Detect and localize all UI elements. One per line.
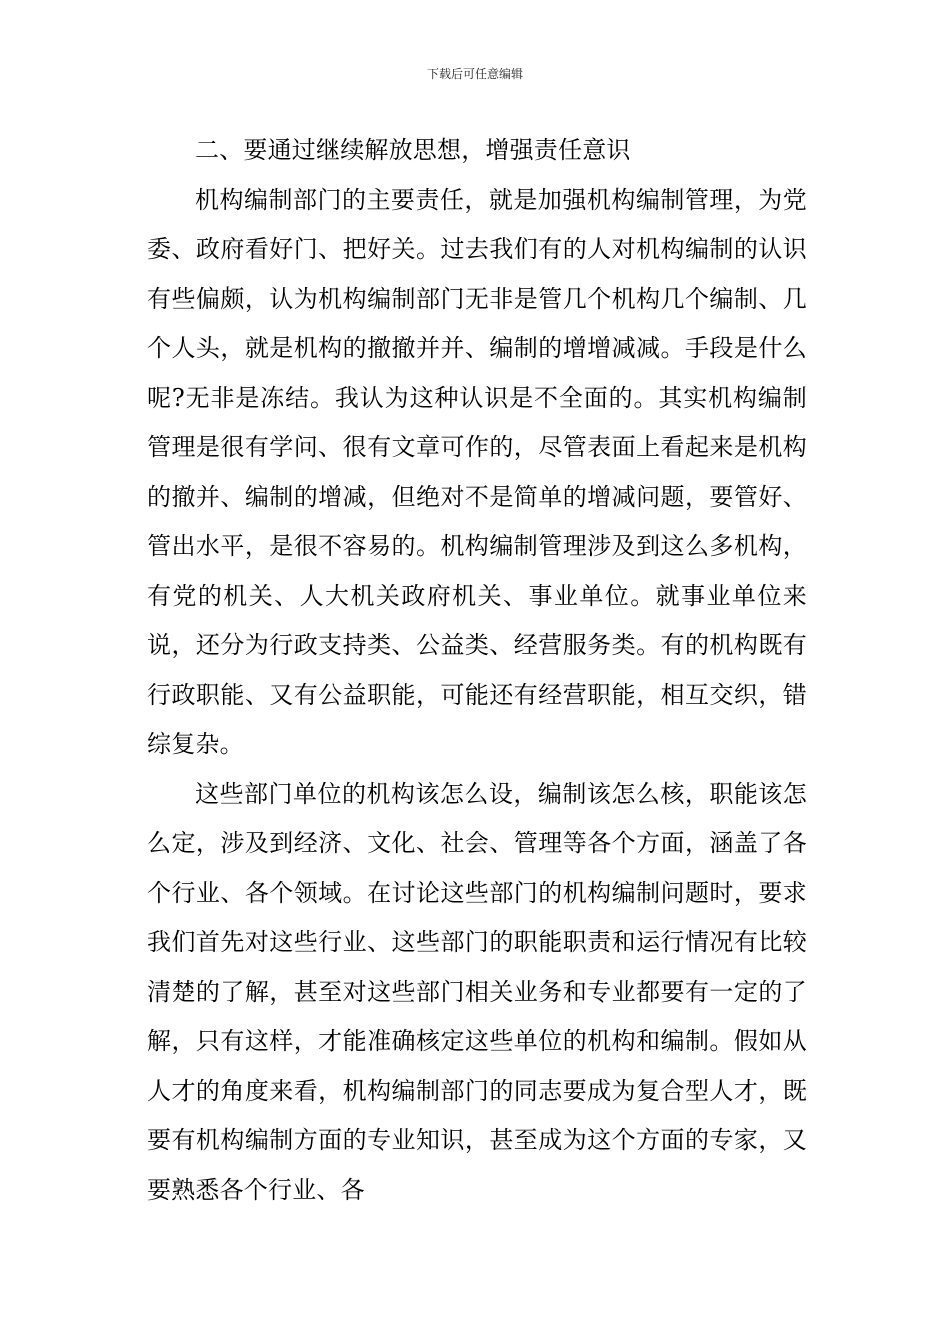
document-body — [147, 126, 807, 1215]
section-heading: 二、要通过继续解放思想，增强责任意识 — [195, 136, 631, 164]
paragraph: 机构编制部门的主要责任，就是加强机构编制管理，为党委、政府看好门、把好关。过去我们有的人对机构编制的认识有些偏颇，认为机构编制部门无非是管几个机构几个编制、几个人头，就是机构的撤撤并并、编制的增增减减。手段是什么呢?无非是冻结。我认为这种认识是不全面的。其实机构编制管理是很有学问、很有文章可作的，尽管表面上看起来是机构的撤并、编制的增减，但绝对不是简单的增减问题，要管好、管出水平，是很不容易的。机构编制管理涉及到这么多机构，有党的机关、人大机关政府机关、事业单位。就事业单位来说，还分为行政支持类、公益类、经营服务类。有的机构既有行政职能、又有公益职能，可能还有经营职能，相互交织，错综复杂。 — [147, 185, 807, 758]
paragraph: 这些部门单位的机构该怎么设，编制该怎么核，职能该怎么定，涉及到经济、文化、社会、管理等各个方面，涵盖了各个行业、各个领域。在讨论这些部门的机构编制问题时，要求我们首先对这些行业、这些部门的职能职责和运行情况有比较清楚的了解，甚至对这些部门相关业务和专业都要有一定的了解，只有这样，才能准确核定这些单位的机构和编制。假如从人才的角度来看，机构编制部门的同志要成为复合型人才，既要有机构编制方面的专业知识，甚至成为这个方面的专家，又要熟悉各个行业、各 — [147, 779, 807, 1204]
page-header: 下载后可任意编辑 — [426, 67, 523, 81]
